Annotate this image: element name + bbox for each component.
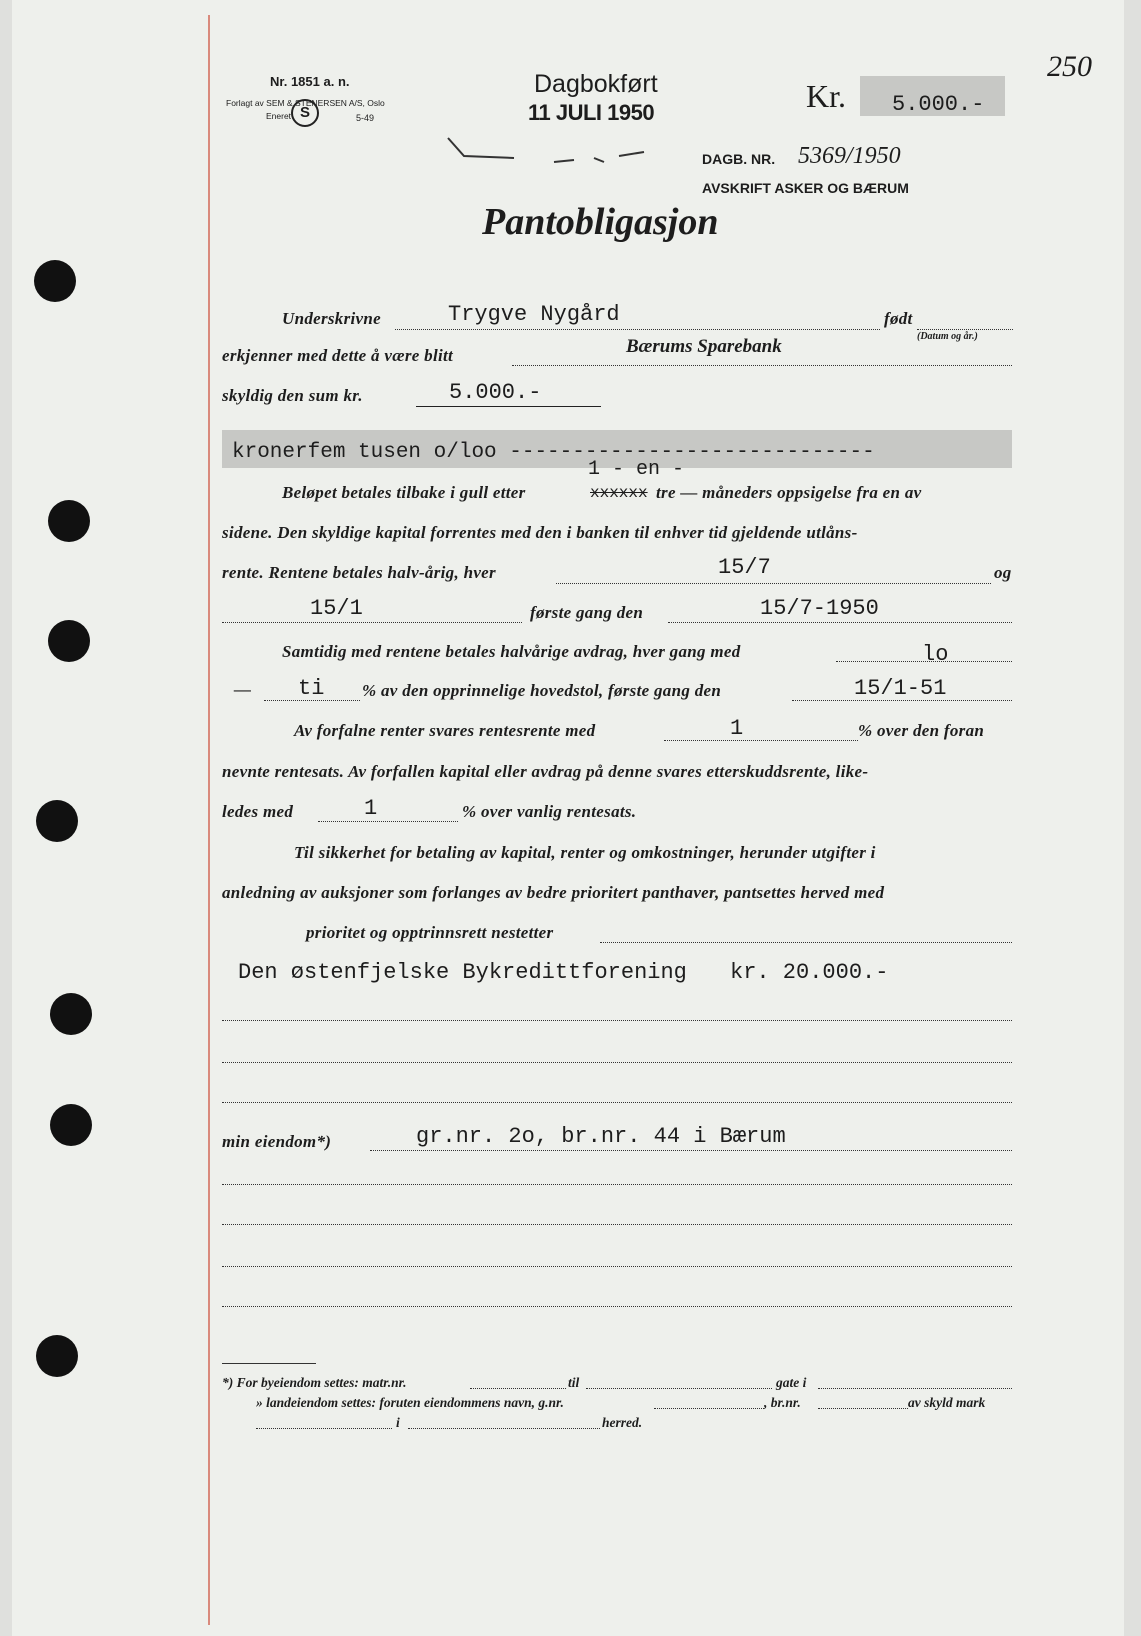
publisher-logo-icon: S xyxy=(291,99,319,127)
sum-in-words: kronerfem tusen o/loo ----------------------------- xyxy=(232,441,875,464)
term-crossed: xxxxxx xyxy=(590,484,648,502)
fill-line xyxy=(222,1020,1012,1021)
fill-line xyxy=(222,1062,1012,1063)
stamp-underline xyxy=(444,132,674,172)
amount-kr-label: Kr. xyxy=(806,78,846,114)
underskrivne-label: Underskrivne xyxy=(282,309,381,328)
fill-line xyxy=(654,1408,764,1409)
footnote-text: av skyld mark xyxy=(908,1395,986,1410)
amount-value: 5.000.- xyxy=(892,92,985,117)
para-text: Til sikkerhet for betaling av kapital, renter og omkostninger, herunder utgifter i xyxy=(294,843,876,862)
fill-line xyxy=(917,329,1013,330)
para-text: rente. Rentene betales halv-årig, hver xyxy=(222,563,496,582)
fill-line xyxy=(222,1184,1012,1185)
erkjenner-label: erkjenner med dette å være blitt xyxy=(222,346,454,365)
avdrag-dash: — xyxy=(234,680,252,699)
fill-line xyxy=(512,365,1012,366)
fill-line xyxy=(222,622,522,623)
para-text: % av den opprinnelige hovedstol, første gang den xyxy=(362,681,722,700)
fill-line xyxy=(470,1388,566,1389)
sum-underline xyxy=(416,406,601,407)
fodt-label: født xyxy=(884,309,913,328)
fill-line xyxy=(600,942,1012,943)
fill-line xyxy=(222,1306,1012,1307)
footnote-text: herred. xyxy=(602,1415,643,1430)
form-number: Nr. 1851 a. n. xyxy=(270,74,350,89)
para-text: Beløpet betales tilbake i gull etter xyxy=(282,483,526,502)
document-page xyxy=(12,0,1124,1636)
fill-line xyxy=(222,1224,1012,1225)
footnote-text: *) For byeiendom settes: matr.nr. xyxy=(222,1375,407,1390)
sum-value: 5.000.- xyxy=(449,380,542,405)
rentesrente-value: 1 xyxy=(730,716,744,741)
fill-line xyxy=(664,740,858,741)
dagbokfort-stamp: Dagbokført xyxy=(534,70,658,98)
publisher-eneret: Eneret xyxy=(266,111,292,121)
prior-lien-holder: Den østenfjelske Bykredittforening xyxy=(238,960,687,985)
prioritet-label: prioritet og opptrinnsrett nestetter xyxy=(306,923,554,942)
dagb-nr-label: DAGB. NR. xyxy=(702,151,776,167)
para-text: anledning av auksjoner som forlanges av bedre prioritert panthaver, pantsettes herved med xyxy=(222,883,885,902)
footnote-text: , br.nr. xyxy=(764,1395,801,1410)
fill-line xyxy=(818,1388,1012,1389)
eiendom-label: min eiendom*) xyxy=(222,1132,332,1151)
binder-hole xyxy=(36,1335,78,1377)
datum-hint: (Datum og år.) xyxy=(917,331,978,342)
binder-hole xyxy=(34,260,76,302)
ledes-value: 1 xyxy=(364,796,378,821)
publisher-line: Forlagt av SEM & STENERSEN A/S, Oslo xyxy=(226,98,385,108)
binder-hole xyxy=(50,1104,92,1146)
og-label: og xyxy=(994,563,1012,582)
fill-line xyxy=(222,1102,1012,1103)
fill-line xyxy=(256,1428,392,1429)
dagb-nr-value: 5369/1950 xyxy=(798,143,901,169)
dagbokfort-date: 11 JULI 1950 xyxy=(528,100,655,125)
avdrag-value: lo xyxy=(922,642,949,667)
interest-date-2: 15/1 xyxy=(310,596,363,621)
page-number: 250 xyxy=(1047,50,1092,83)
footnote-rule xyxy=(222,1363,316,1364)
fill-line xyxy=(818,1408,908,1409)
fill-line xyxy=(318,821,458,822)
footnote-text: » landeiendom settes: foruten eiendommens navn, g.nr. xyxy=(256,1395,564,1410)
para-text: tre — måneders oppsigelse fra en av xyxy=(656,483,922,502)
fill-line xyxy=(556,583,991,584)
footnote-text: til xyxy=(568,1375,580,1390)
fill-line xyxy=(668,622,1012,623)
footnote-text: gate i xyxy=(776,1375,807,1390)
fill-line xyxy=(222,1266,1012,1267)
para-text: Av forfalne renter svares rentesrente med xyxy=(294,721,596,740)
fill-line xyxy=(408,1428,600,1429)
avskrift-stamp: AVSKRIFT ASKER OG BÆRUM xyxy=(702,180,909,196)
binder-hole xyxy=(48,620,90,662)
term-value: 1 - en - xyxy=(588,458,685,481)
property-id: gr.nr. 2o, br.nr. 44 i Bærum xyxy=(416,1124,786,1149)
binder-hole xyxy=(36,800,78,842)
para-text: nevnte rentesats. Av forfallen kapital eller avdrag på denne svares etterskuddsrente, like- xyxy=(222,762,869,781)
prior-lien-amount: kr. 20.000.- xyxy=(730,960,889,985)
binder-hole xyxy=(48,500,90,542)
forste-gang-label: første gang den xyxy=(530,603,644,622)
para-text: sidene. Den skyldige kapital forrentes med den i banken til enhver tid gjeldende utlåns- xyxy=(222,523,858,542)
binder-hole xyxy=(50,993,92,1035)
document-title: Pantobligasjon xyxy=(482,201,719,243)
first-avdrag-date: 15/1-51 xyxy=(854,676,947,701)
avdrag-words: ti xyxy=(298,676,325,701)
skyldig-label: skyldig den sum kr. xyxy=(222,386,363,405)
margin-rule xyxy=(208,15,210,1625)
debtor-name: Trygve Nygård xyxy=(448,302,620,327)
fill-line xyxy=(586,1388,772,1389)
interest-date-1: 15/7 xyxy=(718,555,771,580)
fill-line xyxy=(395,329,880,330)
footnote-text: i xyxy=(396,1415,400,1430)
para-text: Samtidig med rentene betales halvårige avdrag, hver gang med xyxy=(282,642,741,661)
first-interest-date: 15/7-1950 xyxy=(760,596,879,621)
ledes-label: ledes med xyxy=(222,802,294,821)
fill-line xyxy=(370,1150,1012,1151)
para-text: % over vanlig rentesats. xyxy=(462,802,637,821)
creditor-name: Bærums Sparebank xyxy=(626,336,782,357)
publisher-code: 5-49 xyxy=(356,113,375,123)
para-text: % over den foran xyxy=(858,721,985,740)
